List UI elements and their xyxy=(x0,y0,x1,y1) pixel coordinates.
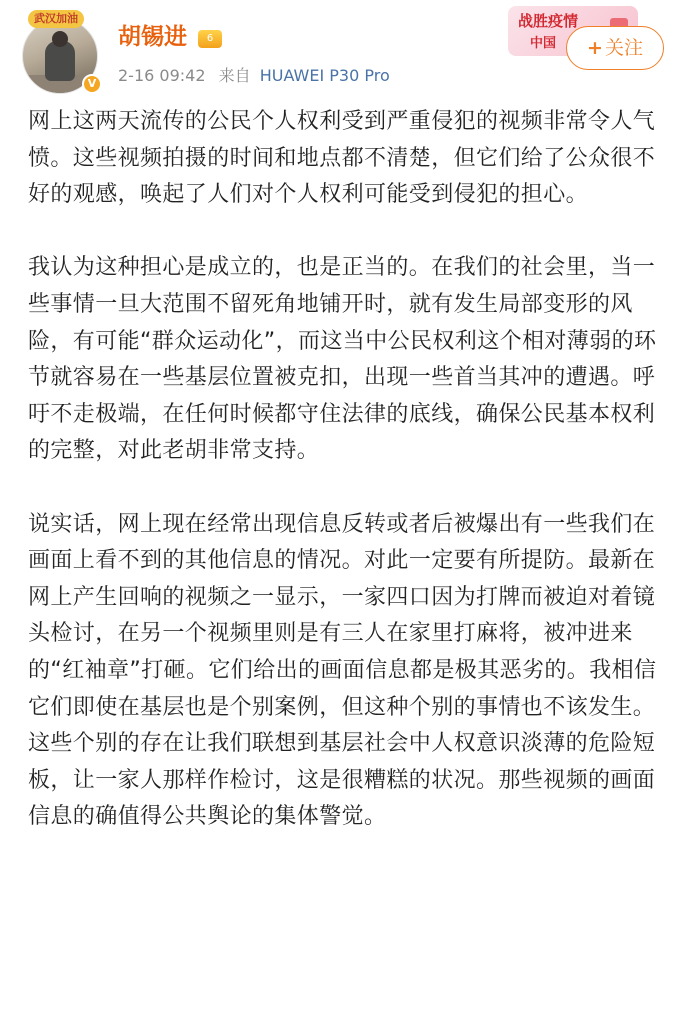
follow-label: 关注 xyxy=(604,36,643,59)
post-paragraph-1: 网上这两天流传的公民个人权利受到严重侵犯的视频非常令人气愤。这些视频拍摄的时间和地点都不清楚，但它们给了公众很不好的观感，唤起了人们对个人权利可能受到侵犯的担心。 xyxy=(28,109,656,208)
post-body xyxy=(28,104,664,836)
avatar[interactable] xyxy=(22,8,100,96)
post-paragraph-3: 说实话，网上现在经常出现信息反转或者后被爆出有一些我们在画面上看不到的其他信息的情况。对此一定要有所提防。最新在网上产生回响的视频之一显示，一家四口因为打牌而被迫对着镜头检讨，在另一个视频里则是有三人在家里打麻将，被冲进来的“红袖章”打砸。它们给出的画面信息都是极其恶劣的。我相信它们即使在基层也是个别案例，但这种个别的事情也不该发生。这些个别的存在让我们联想到基层社会中人权意识淡薄的危险短板，让一家人那样作检讨，这是很糟糕的状况。那些视频的画面信息的确值得公共舆论的集体警觉。 xyxy=(28,511,657,830)
plus-icon: + xyxy=(587,36,603,59)
source-device[interactable]: HUAWEI P30 Pro xyxy=(259,66,390,85)
post-paragraph-2: 我认为这种担心是成立的，也是正当的。在我们的社会里，当一些事情一旦大范围不留死角地铺开时，就有发生局部变形的风险，有可能“群众运动化”，而这当中公民权利这个相对薄弱的环节就容易在一些基层位置被克扣，出现一些首当其冲的遭遇。呼吁不走极端，在任何时候都守住法律的底线，确保公民基本权利的完整，对此老胡非常支持。 xyxy=(28,255,657,464)
username[interactable]: 胡锡进 xyxy=(118,24,187,50)
campaign-subtitle: 中国 xyxy=(530,36,557,51)
post-timestamp: 2-16 09:42 xyxy=(118,66,206,85)
post-meta xyxy=(118,64,390,88)
campaign-title: 战胜疫情 xyxy=(518,12,579,30)
vip-crown-icon[interactable]: 6 xyxy=(198,30,222,48)
source-prefix: 来自 xyxy=(218,66,251,85)
verified-icon: V xyxy=(82,74,102,94)
follow-button[interactable] xyxy=(566,26,664,70)
post-header xyxy=(0,0,688,100)
avatar-head xyxy=(52,31,68,47)
avatar-person xyxy=(45,41,75,81)
avatar-tag: 武汉加油 xyxy=(28,10,84,28)
